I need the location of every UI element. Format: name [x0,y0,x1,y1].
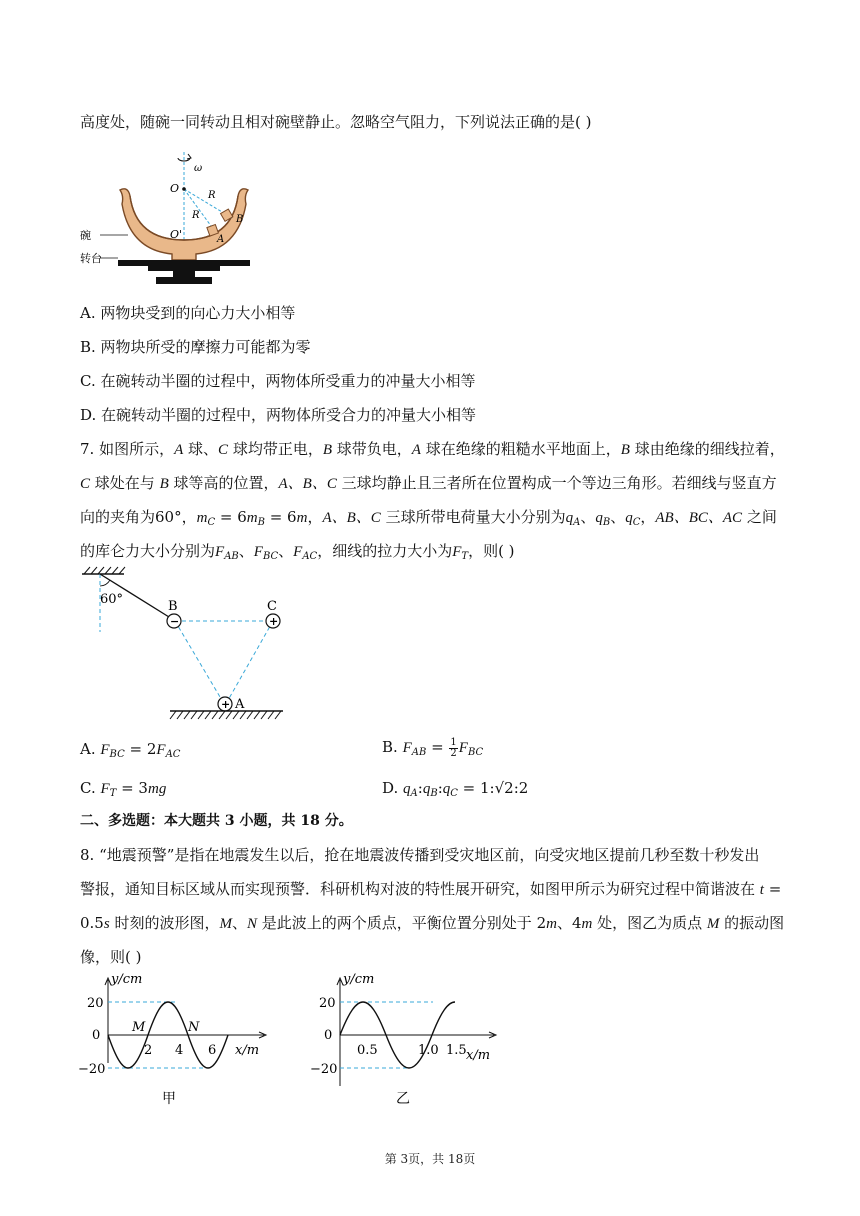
yi-ylabel: y/cm [343,972,375,987]
yi-y20: 20 [319,996,336,1011]
jia-caption: 甲 [162,1091,176,1107]
q7-option-c: C. $F_T = 3mg$ [80,779,167,799]
yi-y0: 0 [324,1028,333,1043]
q8-graph-yi [308,968,508,1118]
q7-fig-C: C [267,599,277,614]
jia-x6: 6 [208,1043,217,1058]
q7-stem-line-4: 的库仑力大小分别为$F_{AB}$、$F_{BC}$、$F_{AC}$，细线的拉力大小为$F_T$，则( ) [80,542,515,562]
q8-stem-line-2: 警报，通知目标区域从而实现预警．科研机构对波的特性展开研究，如图甲所示为研究过程中简谐波在 t = [80,880,782,898]
jia-y0: 0 [92,1028,101,1043]
q6-fig-Oprime: O' [170,228,183,241]
q6-fig-omega: ω [194,163,203,174]
q8-stem-line-4: 像，则( ) [80,948,142,966]
jia-xlabel: x/m [235,1043,260,1058]
q6-fig-B: B [236,214,244,225]
jia-x4: 4 [175,1043,184,1058]
q7-fig-plus-c: + [269,615,279,628]
q6-stem: 高度处，随碗一同转动且相对碗壁静止。忽略空气阻力，下列说法正确的是( ) [80,113,592,131]
q8-stem-line-1: 8. “地震预警”是指在地震发生以后，抢在地震波传播到受灾地区前，向受灾地区提前几秒至数十秒发出 [80,846,760,864]
jia-y20: 20 [87,996,104,1011]
q7-stem-line-2: C 球处在与 B 球等高的位置，A、B、C 三球均静止且三者所在位置构成一个等边三角形。若细线与竖直方 [80,474,777,492]
jia-ylabel: y/cm [111,972,143,987]
q6-fig-O: O [170,182,180,195]
q6-fig-turntable-label: 转台 [80,252,102,265]
q7-option-d: D. $q_A:q_B:q_C$ = 1:√2:2 [382,779,529,799]
q7-stem-line-1: 7. 如图所示，A 球、C 球均带正电，B 球带负电，A 球在绝缘的粗糙水平地面上，B 球由绝缘的细线拉着， [80,440,785,458]
q7-fig-angle: 60° [100,592,124,607]
q8-graph-jia [78,968,278,1118]
q7-fig-minus: − [170,615,180,628]
q6-fig-A: A [217,234,225,245]
q7-fig-plus-a: + [221,698,231,711]
yi-x05: 0.5 [357,1043,378,1058]
yi-caption: 乙 [396,1091,410,1107]
q6-option-a: A. 两物块受到的向心力大小相等 [80,304,296,322]
jia-N: N [188,1020,200,1035]
page-footer: 第 3页，共 18页 [384,1152,476,1166]
q7-option-a: A. $F_{BC} = 2F_{AC}$ [80,740,181,760]
yi-x10: 1.0 [418,1043,439,1058]
q6-option-b: B. 两物块所受的摩擦力可能都为零 [80,338,311,356]
q7-spheres-figure [78,564,298,724]
yi-x15: 1.5 [446,1043,467,1058]
jia-M: M [132,1020,146,1035]
q6-option-c: C. 在碗转动半圈的过程中，两物体所受重力的冲量大小相等 [80,372,476,390]
section-2-heading: 二、多选题：本大题共 3 小题，共 18 分。 [80,813,353,829]
q8-stem-line-3: 0.5s 时刻的波形图，M、N 是此波上的两个质点，平衡位置分别处于 2m、4m 处，图乙为质点 M 的振动图 [80,914,785,932]
jia-x2: 2 [144,1043,153,1058]
q6-fig-R2: R [192,210,200,221]
yi-xlabel: x/m [466,1048,491,1063]
yi-yneg20: −20 [310,1062,338,1077]
q6-fig-R1: R [208,190,216,201]
q7-fig-B: B [168,599,178,614]
q7-option-b: B. $F_{AB}$ = $\frac{1}{2}$ $F_{BC}$ [382,736,484,759]
q6-bowl-figure [78,148,258,288]
q6-option-d: D. 在碗转动半圈的过程中，两物体所受合力的冲量大小相等 [80,406,477,424]
q7-stem-line-3: 向的夹角为60°，$m_C = 6m_B = 6m$，A、B、C 三球所带电荷量大小分别为$q_A$、$q_B$、$q_C$，AB、BC、AC 之间 [80,508,777,528]
q7-fig-A: A [235,697,245,712]
jia-yneg20: −20 [78,1062,106,1077]
q6-fig-bowl-label: 碗 [80,229,91,242]
